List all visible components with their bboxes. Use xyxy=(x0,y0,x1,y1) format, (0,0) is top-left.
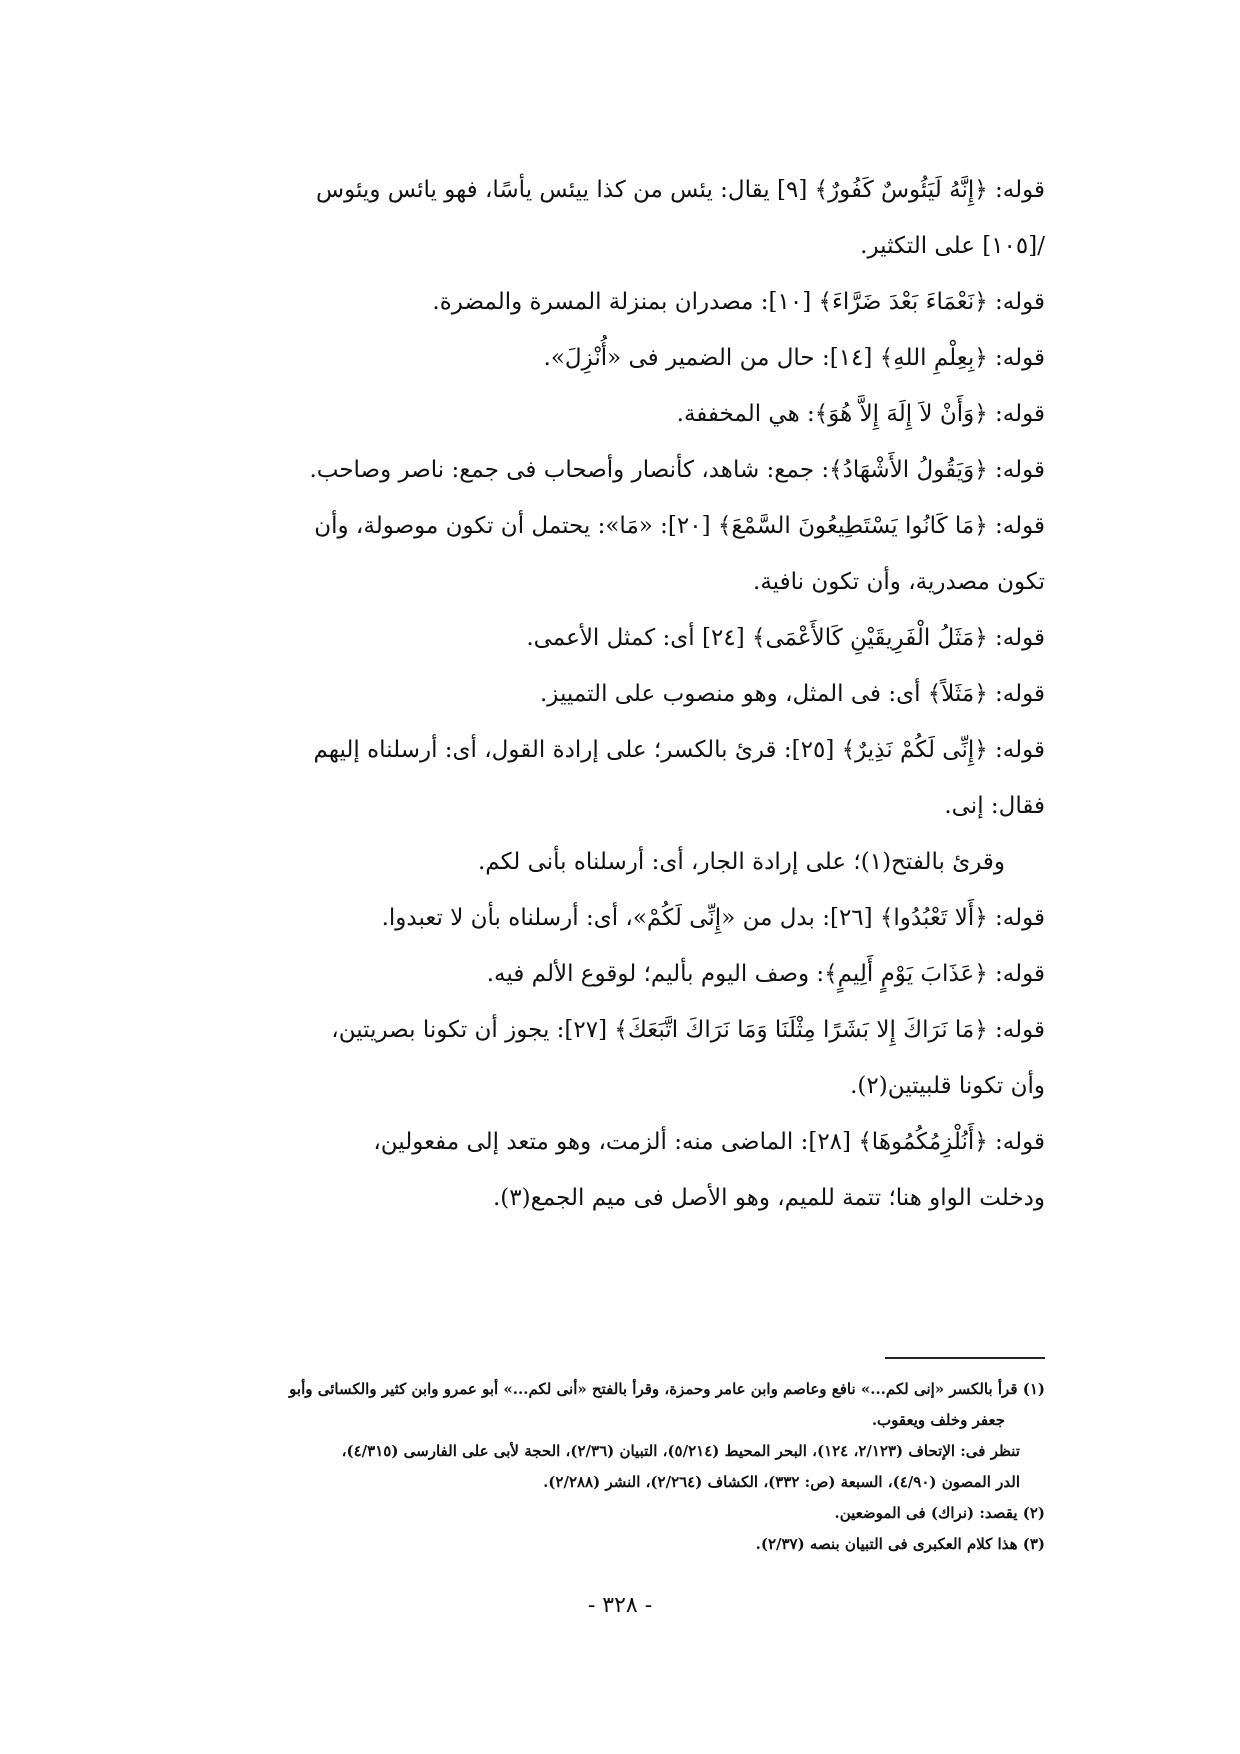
footnote-separator xyxy=(885,1357,1045,1359)
text-line: قوله: ﴿مَا نَرَاكَ إِلا بَشَرًا مِثْلَنَا وَمَا نَرَاكَ اتَّبَعَكَ﴾ [٢٧]: يجوز أن تكونا بصريتين، xyxy=(331,1017,1045,1043)
text-line: قوله: ﴿أَنُلْزِمُكُمُوهَا﴾ [٢٨]: الماضى منه: ألزمت، وهو متعد إلى مفعولين، xyxy=(373,1129,1045,1155)
text-line: وقرئ بالفتح(١)؛ على إرادة الجار، أى: أرسلناه بأنى لكم. xyxy=(477,849,1005,875)
text-line: قوله: ﴿بِعِلْمِ اللهِ﴾ [١٤]: حال من الضمير فى «أُنْزِلَ». xyxy=(543,345,1045,371)
text-line: فقال: إنى. xyxy=(944,793,1045,819)
text-line: قوله: ﴿نَعْمَاءَ بَعْدَ ضَرَّاءَ﴾ [١٠]: مصدران بمنزلة المسرة والمضرة. xyxy=(432,289,1045,315)
text-line: قوله: ﴿إِنِّى لَكُمْ نَذِيرٌ﴾ [٢٥]: قرئ بالكسر؛ على إرادة القول، أى: أرسلناه إليهم xyxy=(313,737,1045,763)
footnote-line: (٣) هذا كلام العكبرى فى التبيان بنصه (٢/٣٧). xyxy=(755,1535,1045,1553)
text-line: وأن تكونا قلبيتين(٢). xyxy=(850,1073,1045,1099)
footnote-line: الدر المصون (٤/٩٠)، السبعة (ص: ٣٣٢)، الكشاف (٢/٢٦٤)، النشر (٢/٢٨٨). xyxy=(543,1473,1020,1491)
footnote-line: (٢) يقصد: (نراك) فى الموضعين. xyxy=(834,1504,1045,1522)
footnotes xyxy=(180,1374,1045,1560)
text-line: تكون مصدرية، وأن تكون نافية. xyxy=(753,569,1045,595)
main-text xyxy=(180,162,1045,1226)
text-line: قوله: ﴿مَثَلُ الْفَرِيقَيْنِ كَالأَعْمَى﴾ [٢٤] أى: كمثل الأعمى. xyxy=(526,625,1045,651)
text-line: ودخلت الواو هنا؛ تتمة للميم، وهو الأصل فى ميم الجمع(٣). xyxy=(492,1185,1045,1211)
text-line: قوله: ﴿مَا كَانُوا يَسْتَطِيعُونَ السَّمْعَ﴾ [٢٠]: «مَا»: يحتمل أن تكون موصولة، وأن xyxy=(314,513,1045,539)
footnote-line: تنظر فى: الإتحاف (٢/١٢٣، ١٢٤)، البحر المحيط (٥/٢١٤)، التبيان (٢/٣٦)، الحجة لأبى على الفارسى (٤/٣١٥)، xyxy=(341,1442,1020,1460)
text-line: قوله: ﴿مَثَلاً﴾ أى: فى المثل، وهو منصوب على التمييز. xyxy=(539,681,1045,707)
text-line: قوله: ﴿وَأَنْ لاَ إِلَهَ إِلاَّ هُوَ﴾: هي المخففة. xyxy=(676,401,1045,427)
footnote-line: جعفر وخلف ويعقوب. xyxy=(871,1411,1005,1429)
text-line: قوله: ﴿عَذَابَ يَوْمٍ أَلِيمٍ﴾: وصف اليوم بأليم؛ لوقوع الألم فيه. xyxy=(486,961,1045,987)
text-line: /[١٠٥] على التكثير. xyxy=(860,233,1045,259)
text-line: قوله: ﴿وَيَقُولُ الأَشْهَادُ﴾: جمع: شاهد، كأنصار وأصحاب فى جمع: ناصر وصاحب. xyxy=(309,457,1045,483)
page-number: - ٣٢٨ - xyxy=(587,1593,653,1618)
footnote-line: (١) قرأ بالكسر «إنى لكم...» نافع وعاصم وابن عامر وحمزة، وقرأ بالفتح «أنى لكم...» أبو عمرو وابن كثير والكسائى وأبو xyxy=(289,1380,1045,1398)
text-line: قوله: ﴿أَلا تَعْبُدُوا﴾ [٢٦]: بدل من «إِنِّى لَكُمْ»، أى: أرسلناه بأن لا تعبدوا. xyxy=(381,905,1045,931)
text-line: قوله: ﴿إِنَّهُ لَيَئُوسٌ كَفُورٌ﴾ [٩] يقال: يئس من كذا ييئس يأسًا، فهو يائس ويئوس xyxy=(316,177,1045,203)
